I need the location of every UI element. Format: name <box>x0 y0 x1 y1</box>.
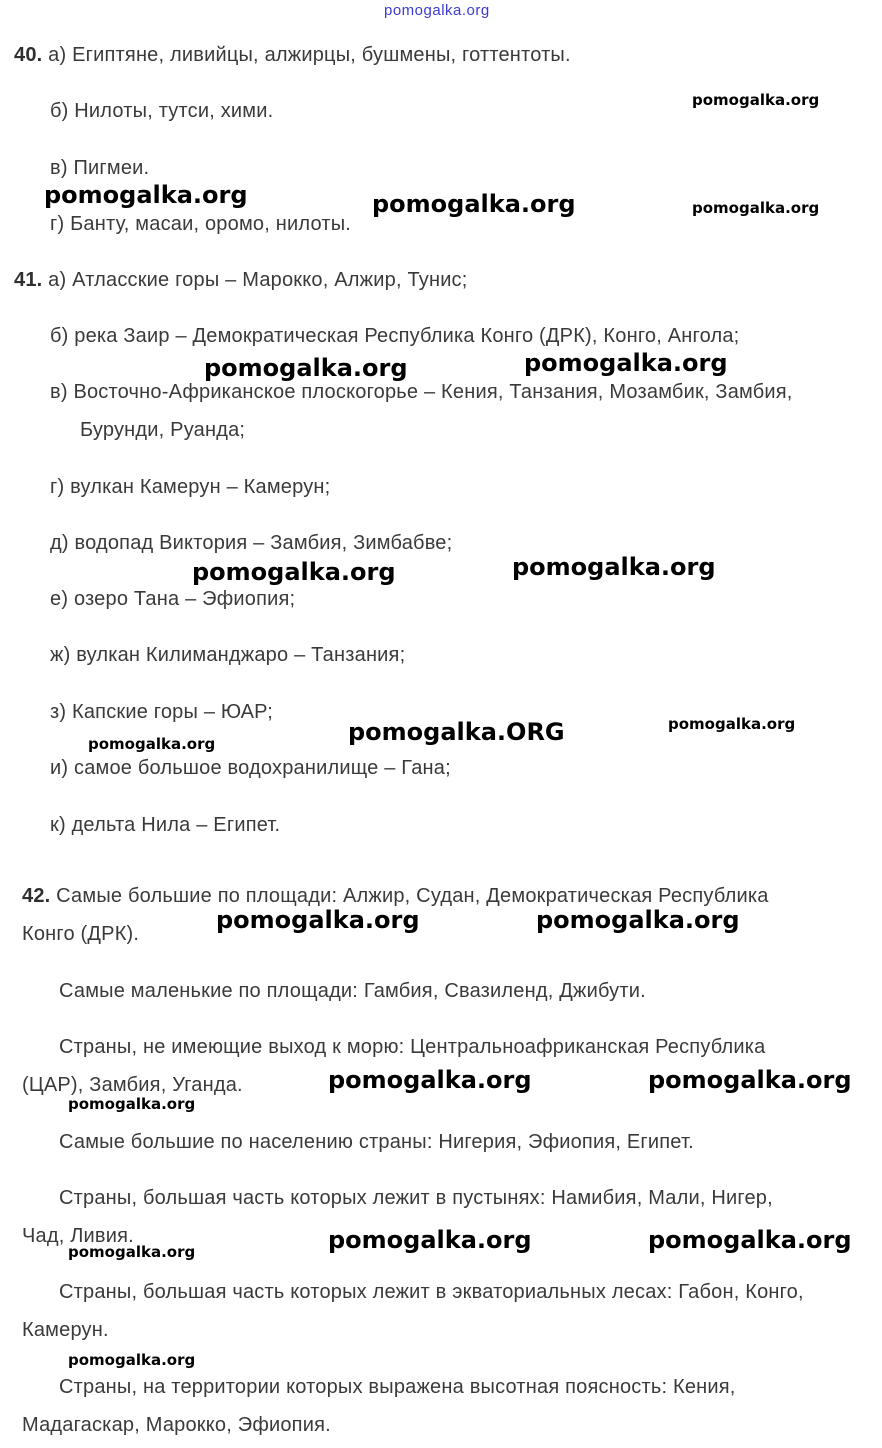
q40-answer-b: б) Нилоты, тутси, хими. <box>50 100 274 122</box>
q42-paragraph-1-line1 <box>22 884 769 908</box>
q42-paragraph-5-line1: Страны, большая часть которых лежит в пустынях: Намибия, Мали, Нигер, <box>59 1187 773 1209</box>
q41-a-text: а) Атласские горы – Марокко, Алжир, Тунис; <box>48 269 468 291</box>
q40-answer-g: г) Банту, масаи, оромо, нилоты. <box>50 213 352 235</box>
watermark: pomogalka.org <box>524 349 728 377</box>
q41-answer-v-line2: Бурунди, Руанда; <box>80 419 246 441</box>
q41-answer-a <box>14 268 468 292</box>
watermark: pomogalka.org <box>192 558 396 586</box>
watermark: pomogalka.ORG <box>348 718 565 746</box>
watermark: pomogalka.org <box>44 181 248 209</box>
q42-paragraph-2: Самые маленькие по площади: Гамбия, Свазиленд, Джибути. <box>59 980 646 1002</box>
q42-paragraph-7-line2: Мадагаскар, Марокко, Эфиопия. <box>22 1414 331 1436</box>
watermark: pomogalka.org <box>328 1066 532 1094</box>
q42-paragraph-1-line2: Конго (ДРК). <box>22 923 140 945</box>
watermark: pomogalka.org <box>68 1351 196 1369</box>
q41-answer-b: б) река Заир – Демократическая Республика Конго (ДРК), Конго, Ангола; <box>50 325 740 347</box>
q42-paragraph-3-line2: (ЦАР), Замбия, Уганда. <box>22 1074 243 1096</box>
q41-number: 41. <box>14 269 43 291</box>
q41-answer-d: д) водопад Виктория – Замбия, Зимбабве; <box>50 532 453 554</box>
q41-answer-e: е) озеро Тана – Эфиопия; <box>50 588 296 610</box>
q40-answer-v: в) Пигмеи. <box>50 157 150 179</box>
q41-answer-zh: ж) вулкан Килиманджаро – Танзания; <box>50 644 406 666</box>
q42-paragraph-6-line1: Страны, большая часть которых лежит в экваториальных лесах: Габон, Конго, <box>59 1281 804 1303</box>
q40-a-text: а) Египтяне, ливийцы, алжирцы, бушмены, готтентоты. <box>48 44 571 66</box>
q42-number: 42. <box>22 885 51 907</box>
q42-paragraph-3-line1: Страны, не имеющие выход к морю: Центральноафриканская Республика <box>59 1036 766 1058</box>
q42-p1a-text: Самые большие по площади: Алжир, Судан, Демократическая Республика <box>56 885 769 907</box>
q40-number: 40. <box>14 44 43 66</box>
watermark: pomogalka.org <box>648 1226 852 1254</box>
q41-answer-k: к) дельта Нила – Египет. <box>50 814 281 836</box>
watermark: pomogalka.org <box>204 354 408 382</box>
q41-answer-g: г) вулкан Камерун – Камерун; <box>50 476 331 498</box>
watermark: pomogalka.org <box>692 91 820 109</box>
watermark: pomogalka.org <box>68 1243 196 1261</box>
q41-answer-v-line1: в) Восточно-Африканское плоскогорье – Кения, Танзания, Мозамбик, Замбия, <box>50 381 793 403</box>
q40-answer-a <box>14 43 571 67</box>
watermark: pomogalka.org <box>536 906 740 934</box>
q41-answer-z: з) Капские горы – ЮАР; <box>50 701 274 723</box>
watermark: pomogalka.org <box>68 1095 196 1113</box>
watermark: pomogalka.org <box>88 735 216 753</box>
watermark: pomogalka.org <box>512 553 716 581</box>
q42-paragraph-6-line2: Камерун. <box>22 1319 109 1341</box>
q42-paragraph-5-line2: Чад, Ливия. <box>22 1225 134 1247</box>
q42-paragraph-4: Самые большие по населению страны: Нигерия, Эфиопия, Египет. <box>59 1131 694 1153</box>
watermark: pomogalka.org <box>692 199 820 217</box>
watermark: pomogalka.org <box>648 1066 852 1094</box>
site-watermark-link[interactable]: pomogalka.org <box>384 2 490 19</box>
watermark: pomogalka.org <box>216 906 420 934</box>
watermark: pomogalka.org <box>328 1226 532 1254</box>
watermark: pomogalka.org <box>668 715 796 733</box>
watermark: pomogalka.org <box>372 190 576 218</box>
q42-paragraph-7-line1: Страны, на территории которых выражена высотная поясность: Кения, <box>59 1376 736 1398</box>
q41-answer-i: и) самое большое водохранилище – Гана; <box>50 757 451 779</box>
